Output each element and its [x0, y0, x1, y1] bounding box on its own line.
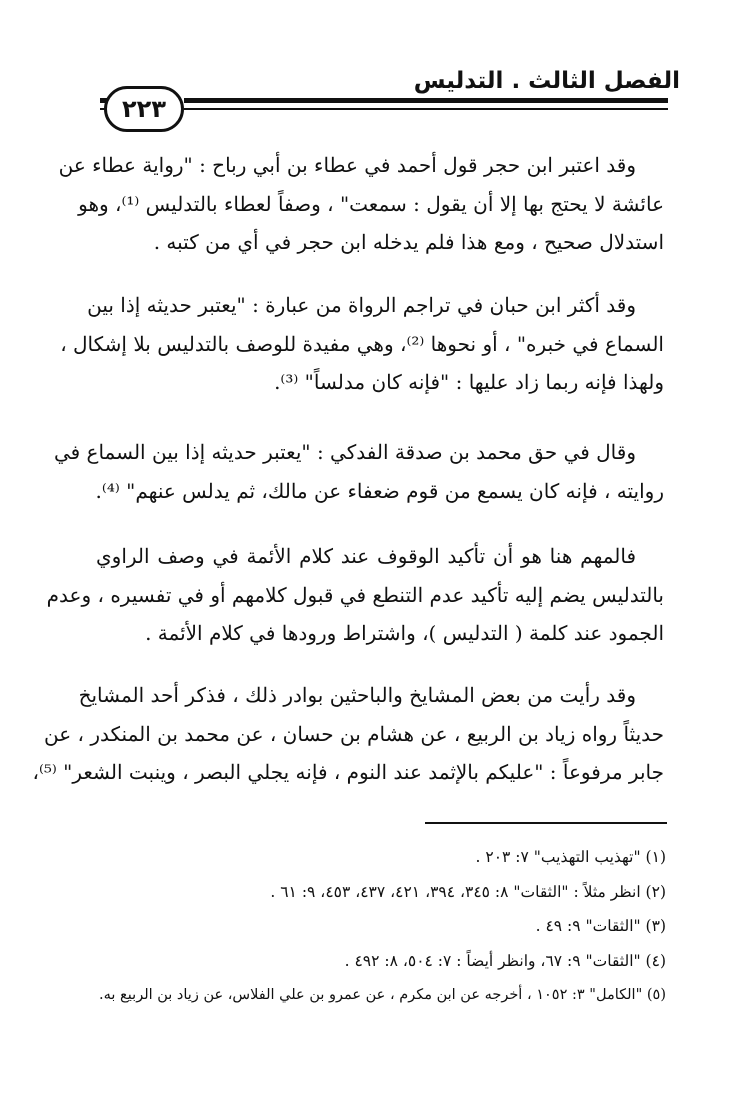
text-line: وقد أكثر ابن حبان في تراجم الرواة من عبارة : "يعتبر حديثه إذا بين — [87, 293, 636, 317]
paragraph-4 — [46, 537, 664, 653]
chapter-title: الفصل الثالث . التدليس — [413, 68, 680, 94]
footnote-2: (٢) انظر مثلاً : "الثقات" ٨: ٣٤٥، ٣٩٤، ٤٢١، ٤٣٧، ٤٥٣، ٩: ٦١ . — [270, 882, 666, 901]
page-number-badge — [104, 86, 184, 132]
footnote-5: (٥) "الكامل" ٣: ١٠٥٢ ، أخرجه عن ابن مكرم ، عن عمرو بن علي الفلاس، عن زياد بن الربيع به. — [99, 987, 666, 1003]
text-line: فالمهم هنا هو أن تأكيد الوقوف عند كلام الأئمة في وصف الراوي — [96, 544, 637, 568]
text-line: ولهذا فإنه ربما زاد عليها : "فإنه كان مدلساً" ⁽³⁾. — [274, 370, 664, 394]
page-number: ٢٢٣ — [122, 95, 166, 123]
text-line: وقد اعتبر ابن حجر قول أحمد في عطاء بن أبي رباح : "رواية عطاء عن — [58, 153, 636, 177]
footnote-3: (٣) "الثقات" ٩: ٤٩ . — [535, 917, 666, 935]
text-line: عائشة لا يحتج بها إلا أن يقول : سمعت" ، وصفاً لعطاء بالتدليس ⁽¹⁾، وهو — [78, 191, 664, 216]
text-line: بالتدليس يضم إليه تأكيد عدم التنطع في قبول كلامهم أو في تفسيره ، وعدم — [46, 582, 664, 607]
footnote-4: (٤) "الثقات" ٩: ٦٧، وانظر أيضاً : ٧: ٥٠٤، ٨: ٤٩٢ . — [344, 951, 666, 970]
text-line: جابر مرفوعاً : "عليكم بالإثمد عند النوم ، فإنه يجلي البصر ، وينبت الشعر" ⁽⁵⁾، — [32, 760, 664, 784]
text-line: الجمود عند كلمة ( التدليس )، واشتراط ورودها في كلام الأئمة . — [145, 621, 664, 645]
paragraph-2 — [60, 286, 664, 402]
footnote-separator — [425, 822, 667, 824]
text-line: استدلال صحيح ، ومع هذا فلم يدخله ابن حجر في أي من كتبه . — [153, 230, 664, 254]
text-line: وقال في حق محمد بن صدقة الفدكي : "يعتبر حديثه إذا بين السماع في — [53, 440, 636, 464]
header-rule-thin-right — [184, 108, 668, 110]
header-rule-thick-right — [184, 98, 668, 103]
paragraph-1 — [58, 146, 664, 262]
footnotes — [86, 840, 666, 1013]
paragraph-3 — [53, 433, 664, 510]
text-line: السماع في خبره" ، أو نحوها ⁽²⁾، وهي مفيدة للوصف بالتدليس بلا إشكال ، — [60, 331, 664, 356]
text-line: حديثاً رواه زياد بن الربيع ، عن هشام بن حسان ، عن محمد بن المنكدر ، عن — [44, 721, 664, 746]
text-line: وقد رأيت من بعض المشايخ والباحثين بوادر ذلك ، فذكر أحد المشايخ — [78, 683, 636, 707]
footnote-1: (١) "تهذيب التهذيب" ٧: ٢٠٣ . — [475, 848, 666, 866]
paragraph-5 — [32, 676, 664, 792]
text-line: روايته ، فإنه كان يسمع من قوم ضعفاء عن مالك، ثم يدلس عنهم" ⁽⁴⁾. — [95, 478, 664, 503]
